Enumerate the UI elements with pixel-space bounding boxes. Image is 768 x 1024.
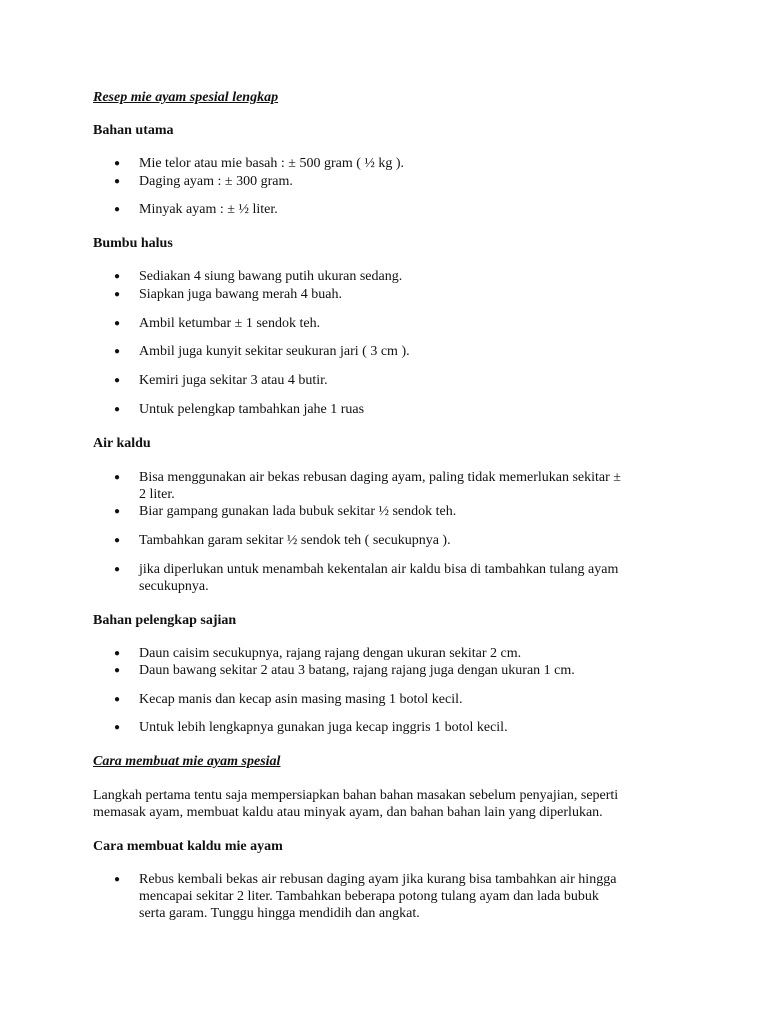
list-item: Rebus kembali bekas air rebusan daging ayam jika kurang bisa tambahkan air hingga	[139, 872, 617, 887]
list-item: Sediakan 4 siung bawang putih ukuran sedang.	[139, 269, 403, 284]
list-item: Kecap manis dan kecap asin masing masing 1 botol kecil.	[139, 692, 463, 707]
bullet-icon: ●	[114, 404, 121, 415]
list-item: Tambahkan garam sekitar ½ sendok teh ( secukupnya ).	[139, 533, 451, 548]
heading-bahan-utama: Bahan utama	[93, 123, 174, 138]
list-item-continuation: 2 liter.	[139, 487, 175, 502]
bullet-icon: ●	[114, 271, 121, 282]
bullet-icon: ●	[114, 318, 121, 329]
list-item: Biar gampang gunakan lada bubuk sekitar ½ sendok teh.	[139, 504, 457, 519]
method-title: Cara membuat mie ayam spesial	[93, 754, 281, 769]
intro-paragraph-line: Langkah pertama tentu saja mempersiapkan bahan bahan masakan sebelum penyajian, seperti	[93, 788, 619, 803]
list-item: Untuk lebih lengkapnya gunakan juga kecap inggris 1 botol kecil.	[139, 720, 508, 735]
list-item: Daging ayam : ± 300 gram.	[139, 174, 293, 189]
bullet-icon: ●	[114, 694, 121, 705]
list-item-continuation: secukupnya.	[139, 579, 209, 594]
list-item: Ambil juga kunyit sekitar seukuran jari ( 3 cm ).	[139, 344, 410, 359]
list-item: Minyak ayam : ± ½ liter.	[139, 202, 278, 217]
bullet-icon: ●	[114, 506, 121, 517]
bullet-icon: ●	[114, 722, 121, 733]
bullet-icon: ●	[114, 535, 121, 546]
bullet-icon: ●	[114, 648, 121, 659]
heading-air-kaldu: Air kaldu	[93, 436, 151, 451]
bullet-icon: ●	[114, 289, 121, 300]
bullet-icon: ●	[114, 204, 121, 215]
list-item-continuation: mencapai sekitar 2 liter. Tambahkan beberapa potong tulang ayam dan lada bubuk	[139, 889, 599, 904]
heading-cara-kaldu: Cara membuat kaldu mie ayam	[93, 839, 283, 854]
bullet-icon: ●	[114, 346, 121, 357]
bullet-icon: ●	[114, 158, 121, 169]
bullet-icon: ●	[114, 176, 121, 187]
list-item: Mie telor atau mie basah : ± 500 gram ( ½ kg ).	[139, 156, 405, 171]
recipe-title: Resep mie ayam spesial lengkap	[93, 90, 279, 105]
bullet-icon: ●	[114, 375, 121, 386]
list-item: Untuk pelengkap tambahkan jahe 1 ruas	[139, 402, 365, 417]
intro-paragraph-line: memasak ayam, membuat kaldu atau minyak ayam, dan bahan bahan lain yang diperlukan.	[93, 805, 603, 820]
bullet-icon: ●	[114, 564, 121, 575]
list-item: Daun bawang sekitar 2 atau 3 batang, rajang rajang juga dengan ukuran 1 cm.	[139, 663, 575, 678]
bullet-icon: ●	[114, 874, 121, 885]
bullet-icon: ●	[114, 472, 121, 483]
heading-bumbu-halus: Bumbu halus	[93, 236, 173, 251]
list-item: jika diperlukan untuk menambah kekentalan air kaldu bisa di tambahkan tulang ayam	[139, 562, 619, 577]
list-item: Bisa menggunakan air bekas rebusan daging ayam, paling tidak memerlukan sekitar ±	[139, 470, 621, 485]
list-item-continuation: serta garam. Tunggu hingga mendidih dan angkat.	[139, 906, 420, 921]
heading-bahan-pelengkap: Bahan pelengkap sajian	[93, 613, 237, 628]
bullet-icon: ●	[114, 665, 121, 676]
list-item: Ambil ketumbar ± 1 sendok teh.	[139, 316, 321, 331]
list-item: Siapkan juga bawang merah 4 buah.	[139, 287, 342, 302]
list-item: Daun caisim secukupnya, rajang rajang dengan ukuran sekitar 2 cm.	[139, 646, 522, 661]
list-item: Kemiri juga sekitar 3 atau 4 butir.	[139, 373, 328, 388]
